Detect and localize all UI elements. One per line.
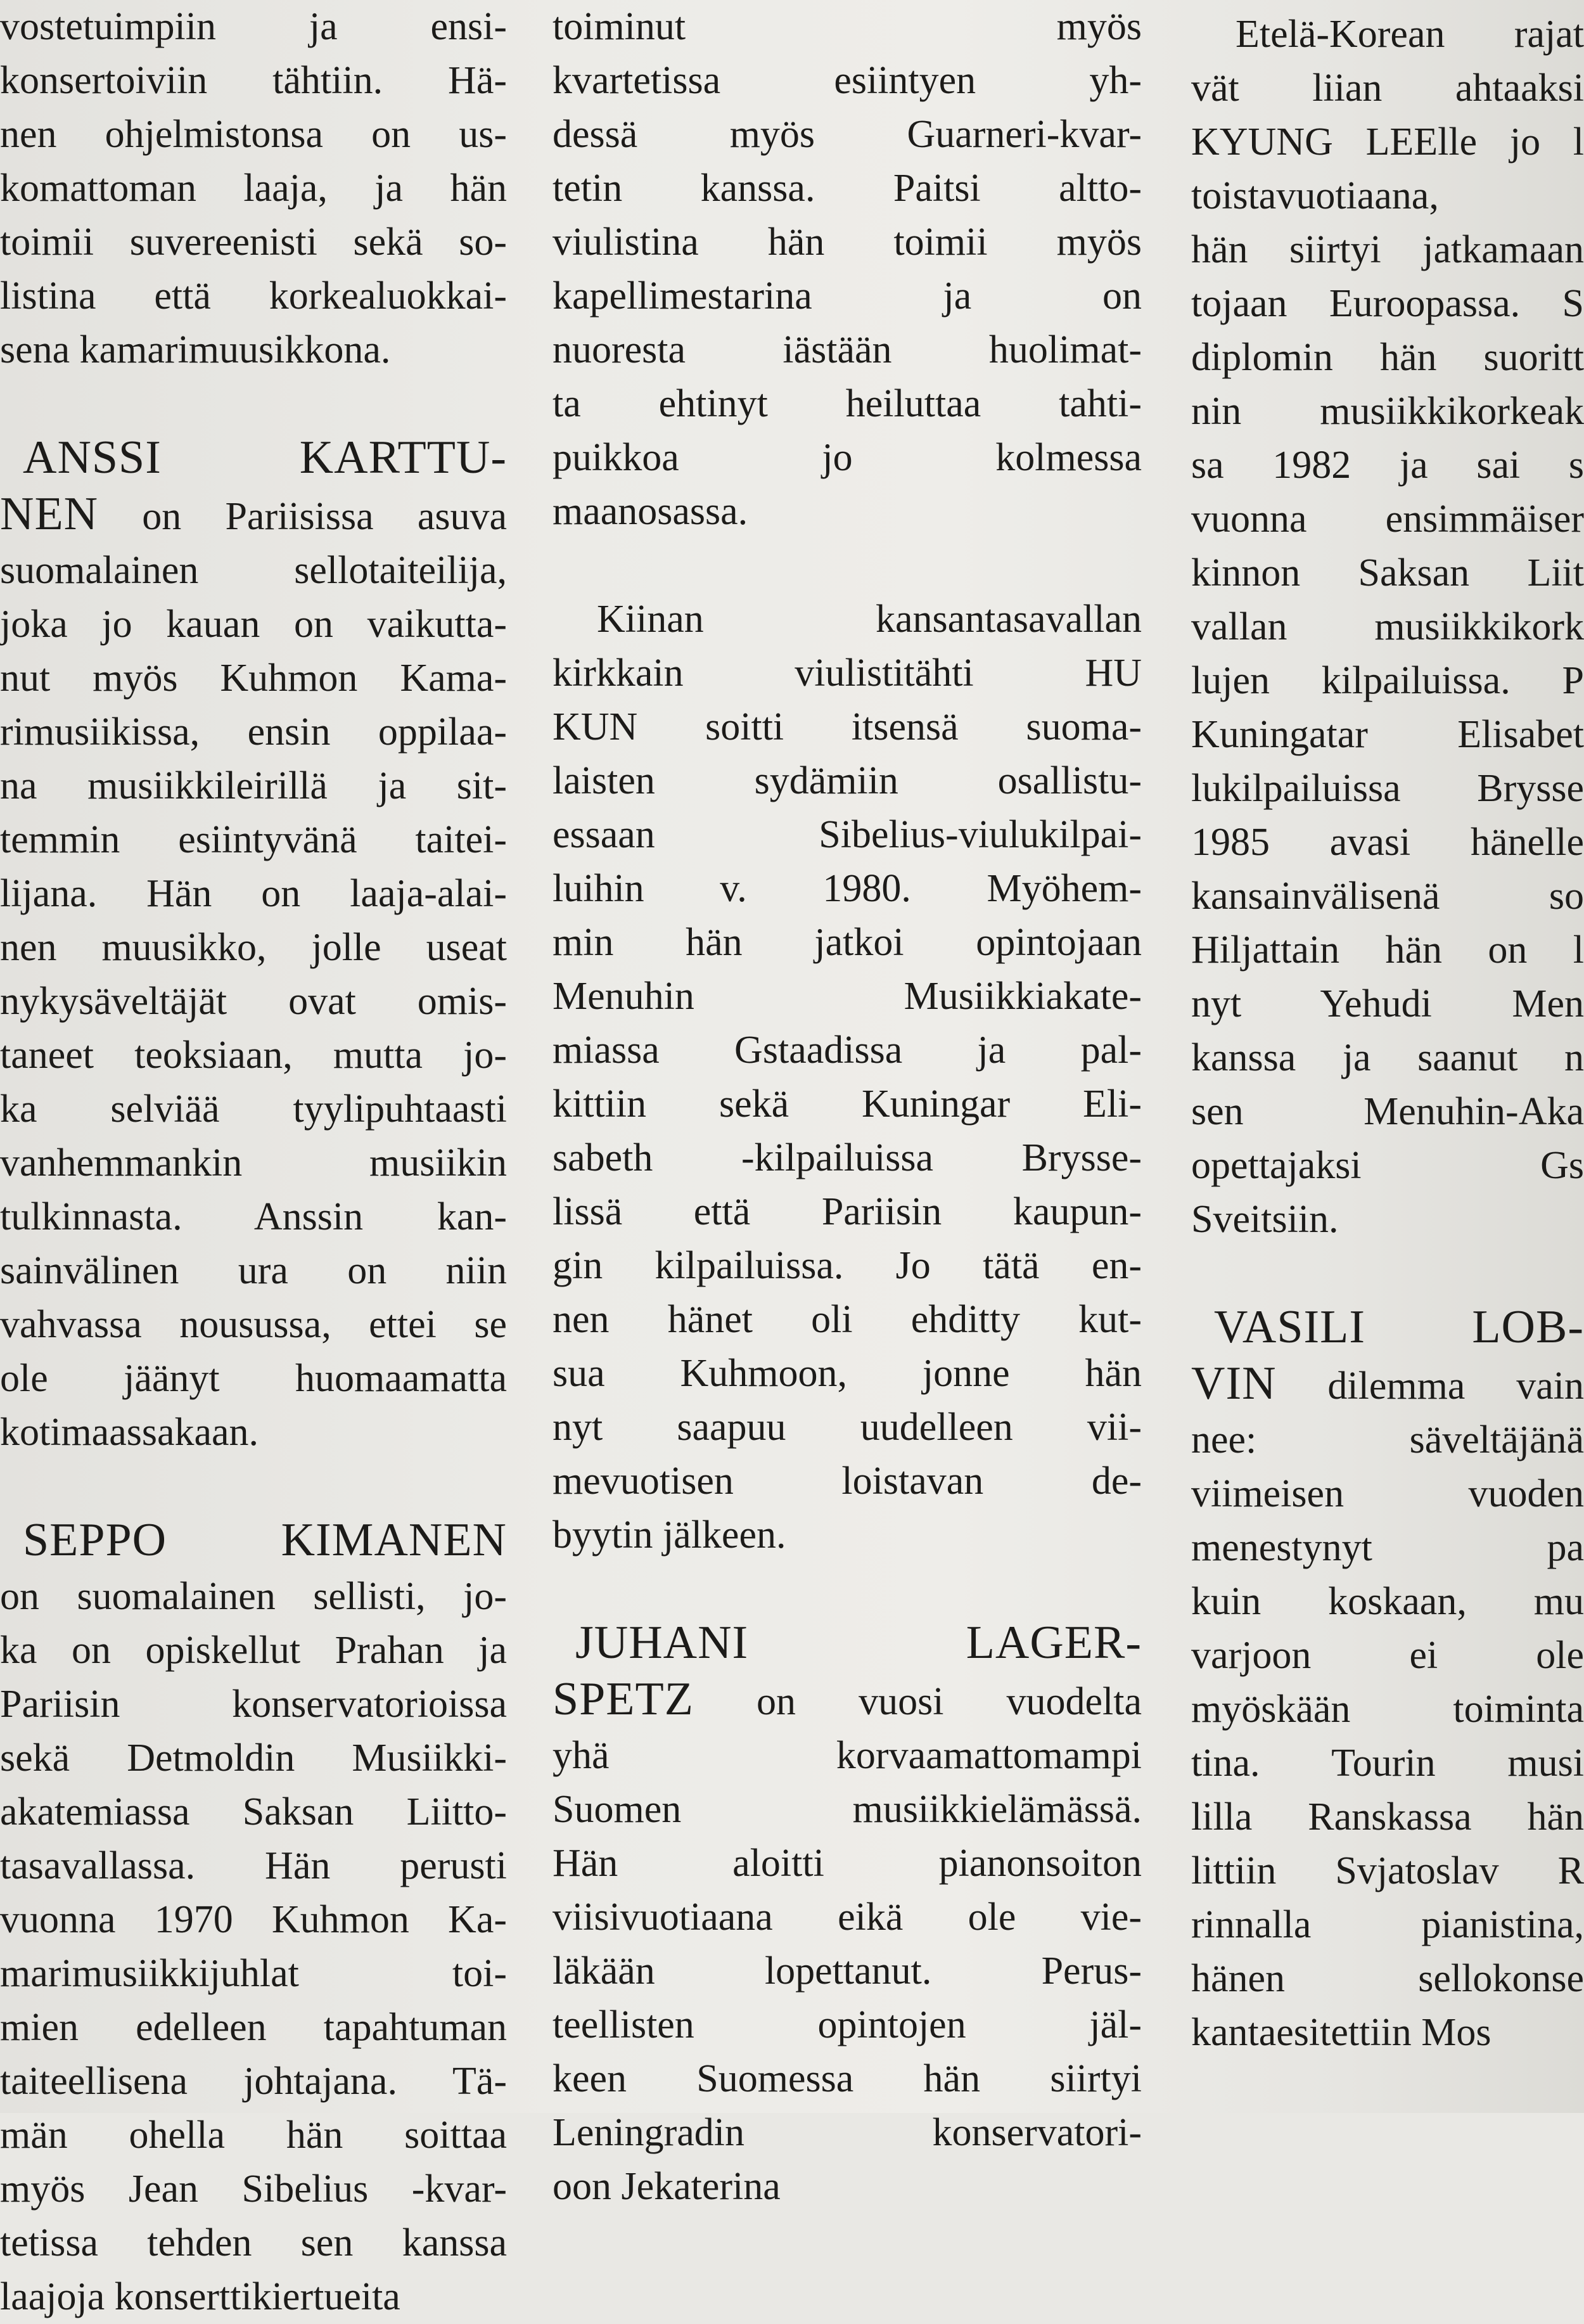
text-line: läkään lopettanut. Perus- xyxy=(552,1949,1142,1993)
text-line: viulistina hän toimii myös xyxy=(552,221,1142,264)
text-line: taneet teoksiaan, mutta jo- xyxy=(0,1034,507,1077)
text-line: lukilpailuissa Brysse xyxy=(1191,767,1584,810)
text-line xyxy=(0,487,507,544)
text-line: sekä Detmoldin Musiikki- xyxy=(0,1737,507,1780)
text-line: na musiikkileirillä ja sit- xyxy=(0,764,507,807)
text-line: nen muusikko, jolle useat xyxy=(0,926,507,969)
text-line: Hän aloitti pianonsoiton xyxy=(552,1842,1142,1885)
text-line: luihin v. 1980. Myöhem- xyxy=(552,867,1142,910)
text-line: viimeisen vuoden xyxy=(1191,1472,1584,1515)
line-text: on Pariisissa asuva xyxy=(98,495,507,538)
text-line: sena kamarimuusikkona. xyxy=(0,328,391,371)
artist-name: JUHANI LAGER- xyxy=(575,1617,1142,1669)
text-line: viisivuotiaana eikä ole vie- xyxy=(552,1896,1142,1939)
text-line: nen hänet oli ehditty kut- xyxy=(552,1298,1142,1341)
text-line: vallan musiikkikork xyxy=(1191,605,1584,648)
text-line: kapellimestarina ja on xyxy=(552,274,1142,318)
text-line: Sveitsiin. xyxy=(1191,1198,1339,1241)
paragraph-gap xyxy=(0,1460,507,1513)
text-line: essaan Sibelius-viulukilpai- xyxy=(552,813,1142,856)
text-line xyxy=(1191,1357,1584,1413)
text-line: joka jo kauan on vaikutta- xyxy=(0,603,507,646)
text-line: menestynyt pa xyxy=(1191,1526,1584,1569)
text-line: nuoresta iästään huolimat- xyxy=(552,328,1142,371)
text-line: mien edelleen tapahtuman xyxy=(0,2006,507,2049)
text-line: Kiinan kansantasavallan xyxy=(597,598,1142,641)
text-line: nut myös Kuhmon Kama- xyxy=(0,657,507,700)
text-line: vostetuimpiin ja ensi- xyxy=(0,5,507,48)
text-line: tetin kanssa. Paitsi altto- xyxy=(552,167,1142,210)
text-line: Pariisin konservatorioissa xyxy=(0,1683,507,1726)
text-line: tina. Tourin musi xyxy=(1191,1742,1584,1785)
text-line: temmin esiintyvänä taitei- xyxy=(0,818,507,861)
text-line: ka selviää tyylipuhtaasti xyxy=(0,1088,507,1131)
bio-paragraph xyxy=(552,1616,1142,2214)
text-line: byytin jälkeen. xyxy=(552,1513,786,1557)
text-line: kanssa ja saanut n xyxy=(1191,1036,1584,1079)
text-line: rimusiikissa, ensin oppilaa- xyxy=(0,710,507,754)
text-line: nee: säveltäjänä xyxy=(1191,1418,1584,1461)
text-line: kuin koskaan, mu xyxy=(1191,1580,1584,1623)
text-line: varjoon ei ole xyxy=(1191,1634,1584,1677)
text-line: miassa Gstaadissa ja pal- xyxy=(552,1029,1142,1072)
text-line: suomalainen sellotaiteilija, xyxy=(0,549,507,592)
text-line: kotimaassakaan. xyxy=(0,1411,259,1454)
paragraph-gap xyxy=(1191,1247,1584,1300)
text-paragraph xyxy=(1191,8,1584,1247)
text-line: vanhemmankin musiikin xyxy=(0,1141,507,1184)
text-line: toimii suvereenisti sekä so- xyxy=(0,221,507,264)
text-line xyxy=(552,1616,1142,1672)
line-text: dilemma vain xyxy=(1276,1364,1584,1408)
text-line: maanosassa. xyxy=(552,490,748,533)
text-line: mevuotisen loistavan de- xyxy=(552,1460,1142,1503)
text-line: Kuningatar Elisabet xyxy=(1191,713,1584,756)
artist-name: NEN xyxy=(0,488,99,540)
text-line: lujen kilpailuissa. P xyxy=(1191,659,1584,702)
text-line: Suomen musiikkielämässä. xyxy=(552,1788,1142,1831)
text-line: ka on opiskellut Prahan ja xyxy=(0,1629,507,1672)
text-line: sabeth -kilpailuissa Brysse- xyxy=(552,1136,1142,1179)
text-line: vuonna 1970 Kuhmon Ka- xyxy=(0,1898,507,1941)
text-line xyxy=(0,1513,507,1570)
bio-paragraph xyxy=(0,1513,507,2324)
bio-paragraph xyxy=(0,431,507,1460)
text-line: listina että korkealuokkai- xyxy=(0,274,507,318)
text-paragraph xyxy=(0,0,507,377)
text-line: hänen sellokonse xyxy=(1191,1957,1584,2000)
text-line: KYUNG LEElle jo l xyxy=(1191,120,1584,164)
paragraph-gap xyxy=(0,377,507,431)
text-line: min hän jatkoi opintojaan xyxy=(552,921,1142,964)
text-line: taiteellisena johtajana. Tä- xyxy=(0,2060,507,2103)
text-line: myöskään toiminta xyxy=(1191,1688,1584,1731)
text-line: nykysäveltäjät ovat omis- xyxy=(0,980,507,1023)
text-line: 1985 avasi hänelle xyxy=(1191,821,1584,864)
text-line: myös Jean Sibelius -kvar- xyxy=(0,2167,507,2211)
text-column-2 xyxy=(552,0,1142,2208)
text-line: laajoja konserttikiertueita xyxy=(0,2275,400,2318)
text-line: rinnalla pianistina, xyxy=(1191,1903,1584,1946)
text-line: lijana. Hän on laaja-alai- xyxy=(0,872,507,915)
paragraph-gap xyxy=(552,1562,1142,1616)
text-line: hän siirtyi jatkamaan xyxy=(1191,228,1584,271)
text-line: ole jäänyt huomaamatta xyxy=(0,1357,507,1400)
text-line: konsertoiviin tähtiin. Hä- xyxy=(0,59,507,102)
paragraph-gap xyxy=(552,539,1142,593)
text-line: littiin Svjatoslav R xyxy=(1191,1849,1584,1892)
text-line: laisten sydämiin osallistu- xyxy=(552,759,1142,802)
text-line: vuonna ensimmäiser xyxy=(1191,498,1584,541)
text-line xyxy=(552,1672,1142,1729)
text-line: keen Suomessa hän siirtyi xyxy=(552,2057,1142,2100)
text-line: gin kilpailuissa. Jo tätä en- xyxy=(552,1244,1142,1287)
text-line: yhä korvaamattomampi xyxy=(552,1734,1142,1777)
text-line: vät liian ahtaaksi xyxy=(1191,67,1584,110)
text-line: teellisten opintojen jäl- xyxy=(552,2003,1142,2046)
text-line: tasavallassa. Hän perusti xyxy=(0,1844,507,1887)
text-paragraph xyxy=(552,593,1142,1562)
line-text: on vuosi vuodelta xyxy=(693,1680,1142,1723)
text-line: sainvälinen ura on niin xyxy=(0,1249,507,1292)
text-line: KUN soitti itsensä suoma- xyxy=(552,705,1142,748)
artist-name: VASILI LOB- xyxy=(1214,1301,1584,1353)
text-line: toistavuotiaana, xyxy=(1191,174,1439,217)
text-line: akatemiassa Saksan Liitto- xyxy=(0,1790,507,1833)
text-line xyxy=(0,431,507,487)
text-line: lissä että Pariisin kaupun- xyxy=(552,1190,1142,1233)
text-line: sa 1982 ja sai s xyxy=(1191,444,1584,487)
text-line: kvartetissa esiintyen yh- xyxy=(552,59,1142,102)
text-line: kirkkain viulistitähti HU xyxy=(552,652,1142,695)
text-line: diplomin hän suoritt xyxy=(1191,336,1584,379)
artist-name: ANSSI KARTTU- xyxy=(23,432,507,484)
text-line: tojaan Euroopassa. S xyxy=(1191,282,1584,325)
text-line: vahvassa nousussa, ettei se xyxy=(0,1303,507,1346)
text-line: nyt Yehudi Men xyxy=(1191,982,1584,1025)
text-line: dessä myös Guarneri-kvar- xyxy=(552,113,1142,156)
text-line: Hiljattain hän on l xyxy=(1191,928,1584,972)
text-line: komattoman laaja, ja hän xyxy=(0,167,507,210)
text-column-3 xyxy=(1191,0,1584,2121)
text-line: opettajaksi Gs xyxy=(1191,1144,1584,1187)
artist-name: VIN xyxy=(1191,1358,1277,1409)
text-line: toiminut myös xyxy=(552,5,1142,48)
text-line: kittiin sekä Kuningar Eli- xyxy=(552,1082,1142,1126)
text-line: lilla Ranskassa hän xyxy=(1191,1795,1584,1839)
text-line: sen Menuhin-Aka xyxy=(1191,1090,1584,1133)
text-line: kansainvälisenä so xyxy=(1191,875,1584,918)
text-line: on suomalainen sellisti, jo- xyxy=(0,1575,507,1618)
text-line: nyt saapuu uudelleen vii- xyxy=(552,1406,1142,1449)
text-line: oon Jekaterina xyxy=(552,2165,781,2208)
text-line: nen ohjelmistonsa on us- xyxy=(0,113,507,156)
bio-paragraph xyxy=(1191,1300,1584,2060)
text-line: marimusiikkijuhlat toi- xyxy=(0,1952,507,1995)
text-column-1 xyxy=(0,0,507,2318)
text-line: nin musiikkikorkeak xyxy=(1191,390,1584,433)
text-line: Etelä-Korean rajat xyxy=(1236,13,1584,56)
artist-name: SPETZ xyxy=(552,1673,694,1725)
text-line: kantaesitettiin Mos xyxy=(1191,2011,1491,2054)
text-line: sua Kuhmoon, jonne hän xyxy=(552,1352,1142,1395)
text-line: Leningradin konservatori- xyxy=(552,2111,1142,2154)
text-line: Menuhin Musiikkiakate- xyxy=(552,975,1142,1018)
text-paragraph xyxy=(552,0,1142,539)
artist-name: SEPPO KIMANEN xyxy=(23,1514,507,1566)
text-line: tetissa tehden sen kanssa xyxy=(0,2221,507,2264)
text-line: tulkinnasta. Anssin kan- xyxy=(0,1195,507,1238)
text-line: män ohella hän soittaa xyxy=(0,2114,507,2157)
text-line xyxy=(1191,1300,1584,1357)
text-line: kinnon Saksan Liit xyxy=(1191,551,1584,594)
text-line: ta ehtinyt heiluttaa tahti- xyxy=(552,382,1142,425)
text-line: puikkoa jo kolmessa xyxy=(552,436,1142,479)
